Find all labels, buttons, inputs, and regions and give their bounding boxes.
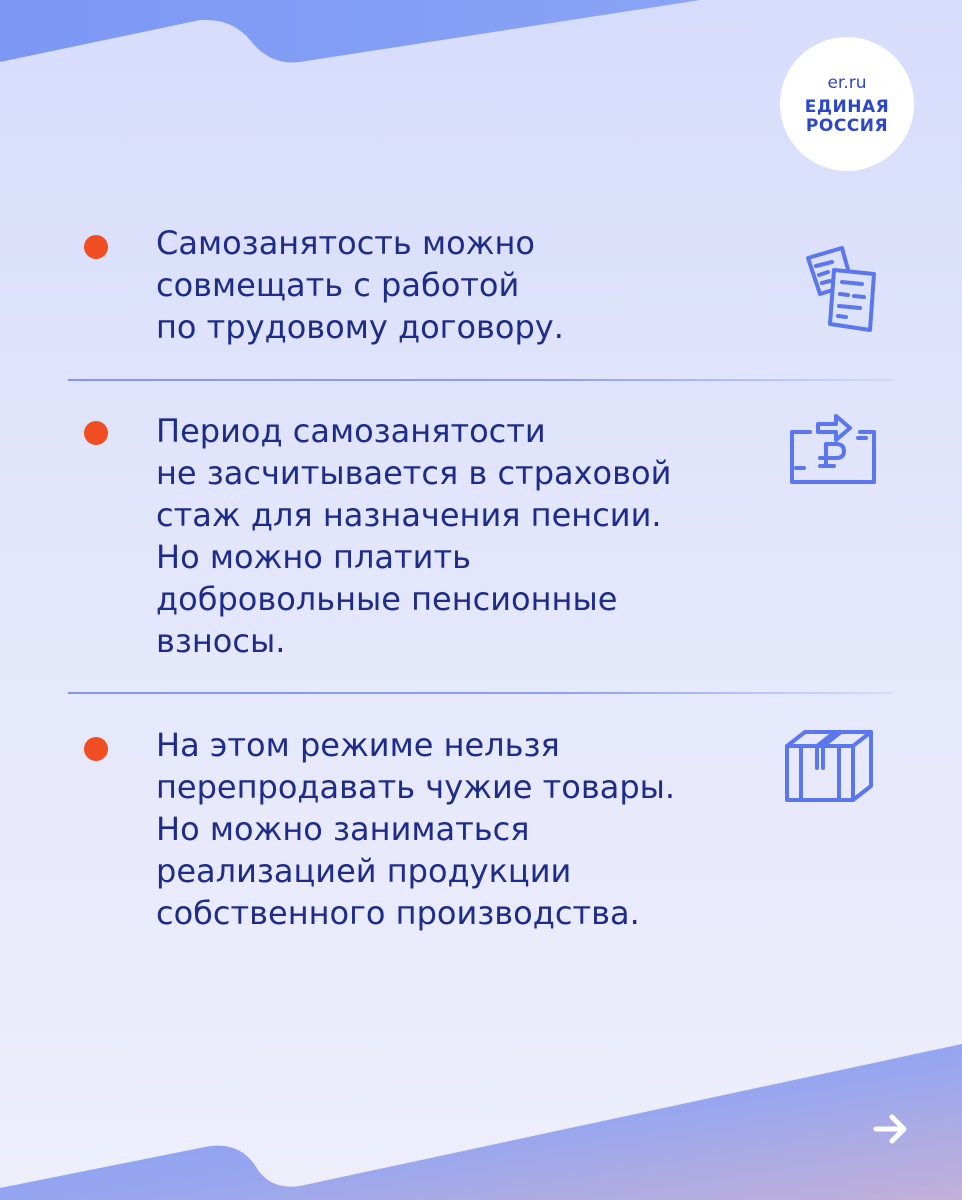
- documents-icon: [800, 244, 880, 336]
- item-text: Самозанятость можно совмещать с работой по трудовому договору.: [156, 224, 564, 346]
- logo-brand-line2: РОССИЯ: [805, 115, 889, 136]
- ruble-transfer-icon: [786, 408, 878, 488]
- item-text: На этом режиме нельзя перепродавать чужие товары. Но можно заниматься реализацией продукции собственного производства.: [156, 726, 676, 932]
- divider: [68, 692, 893, 694]
- arrow-right-icon[interactable]: [872, 1112, 910, 1146]
- bullet-dot: [84, 235, 108, 259]
- bullet-dot: [84, 421, 108, 445]
- divider: [68, 379, 893, 381]
- logo-brand-line1: ЕДИНАЯ: [804, 96, 890, 117]
- bullet-dot: [84, 737, 108, 761]
- item-text: Период самозанятости не засчитывается в страховой стаж для назначения пенсии. Но можно платить добровольные пенсионные взносы.: [156, 412, 672, 660]
- logo-site-text: er.ru: [827, 72, 867, 93]
- box-icon: [783, 728, 875, 804]
- party-logo[interactable]: [780, 37, 914, 171]
